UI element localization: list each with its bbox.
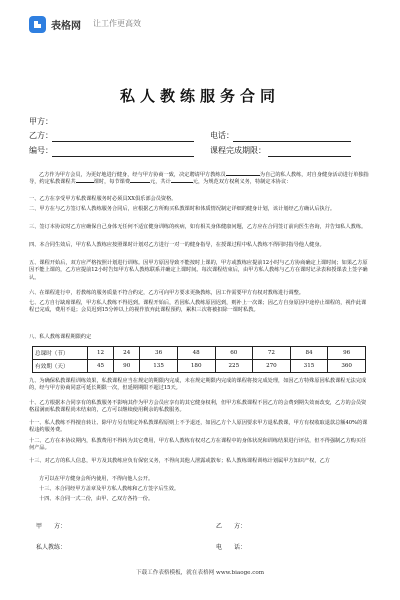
table-row [33,360,366,373]
number-field[interactable] [52,156,194,157]
table-cell: 225 [215,360,253,373]
clause-9: 九、为确保私教课程训练效果，私教课程应当在规定的期限内完成，未在规定期限内完成的课程将按完成处理，如因乙方特殊原因私教课程无法完成的，经与甲方协商同意可延长期限一次，但延期期限不超过15天。 [29,378,367,392]
party-a-label: 甲方： [29,117,53,126]
fee-table [32,346,366,373]
lesson-count-blank[interactable] [76,182,94,183]
clause-2: 二、甲方在与乙方签订私人教练服务合同后，应根据乙方所购买私教课时和体质情况制定详细的健身计划，该计划经乙方确认后执行。 [29,206,336,212]
coach-name-blank[interactable] [226,175,260,176]
clause-12: 十二、乙方在本协议期内，私教费用不得转为其它费用，甲方私人教练有权对乙方在课程中的身体状况和训练结果进行评估，但不得强制乙方购买任何产品。 [29,438,367,452]
table-cell: 84 [290,347,328,360]
page-title: 私人教练服务合同 [119,87,280,105]
table-row-label: 有效期（天） [33,360,88,373]
lesson-fee-blank[interactable] [130,182,150,183]
party-b-label: 乙方： [29,131,53,140]
table-cell: 135 [140,360,178,373]
table-cell: 90 [114,360,140,373]
intro-paragraph: 乙方作为甲方会员，为更好地进行健身，经与甲方协商一致，决定聘请甲方教练员 为自己的私人教练，对自身健身活动进行单独指导，约定私教课程共 课时，每节课费 元，共计 元，为规范双方权利义务，特制定本协议： [29,172,369,186]
table-cell: 180 [177,360,215,373]
clause-13: 十三、对乙方的私人信息，甲方及其教练应负有保密义务，不得向其他人泄露或散布；私人教练课程训练计划属甲方知识产权，乙方 [29,458,330,464]
table-cell: 12 [88,347,114,360]
table-cell: 72 [253,347,291,360]
table-row-label: 总课时（节） [33,347,88,360]
clause-5: 五、课程开始后，双方应严格按照计划进行训练。因甲方原因导致不能按时上课的，甲方或教练应提前12小时与乙方协商确定上课时间；如果乙方原因不能上课的，乙方应提前12小时告知甲方私人教练联系并确定上课时间。每次课程结束后，由甲方私人教练与乙方在课时记录表和授课表上签字确认。 [29,260,368,281]
clause-14: 十三、本合同经甲方盖章及甲方私人教练和乙方签字后生效。 [39,486,180,492]
clause-3: 三、签订本协议时乙方应确保自己身体无任何不适宜健身训练的疾病，如有相关身体健康问题，乙方应在合同签订前向医生咨询，并告知私人教练。 [29,224,367,230]
clause-6: 六、在课程进行中，若教练的服务质量不符合约定，乙方可向甲方要求更换教练，因工作需要甲方有权对教练进行调整。 [29,290,304,296]
party-b-field[interactable] [52,141,194,142]
brand-slogan: 让工作更高效 [93,19,141,28]
sign-party-a: 甲 方： [36,523,67,530]
table-cell: 24 [114,347,140,360]
table-cell: 315 [290,360,328,373]
table-cell: 96 [328,347,366,360]
sign-party-b: 乙 方： [216,523,247,530]
table-cell: 270 [253,360,291,373]
clause-1: 一、乙方在享受甲方私教课程服务时必须具XX俱乐部会员资格。 [29,196,177,202]
clause-11: 十一、私人教练不得擅自转让、除甲方另有规定外私教课程原则上不予退还，如因乙方个人原因要求甲方退私教课，甲方有权收取退款总额40%的课程违约服务费。 [29,420,368,434]
deadline-label: 课程完成期限： [210,146,266,155]
clause-7: 七、乙方自行缺席课程，甲方私人教练不得迟到。课程开始后，若因私人教练原因迟到，则补上一次课；因乙方自身原因中途停止课程的，视作此课程已完成，费用不退；会员迟到15分钟以上的视作放弃此课程预约，累积三次将被扣除一课时私教。 [29,300,367,314]
page-footer: 下载工作表格模板，就在表格网 www.biaoge.com [135,570,265,576]
sign-coach: 私人教练： [36,544,67,551]
phone-label: 电话： [210,131,234,140]
total-fee-blank[interactable] [171,182,193,183]
clause-10: 十、乙方根据本合同享有的私教服务不影响其作为甲方会员应享有的其它健身权利，但甲方私教课程不因乙方的会费到期失效而改变，乙方的会员资格届满而私教课程尚未结束的，乙方可以继续使用剩余的私教服务。 [29,400,367,414]
clause-4: 四、本合同生效后，甲方私人教练应按照课时计划对乙方进行一对一的健身指导，在授课过程中私人教练不得同时指导他人健身。 [29,242,325,248]
table-cell: 360 [328,360,366,373]
clause-13-cont: 方可以在甲方健身会所内使用，不得向他人公开。 [39,476,154,482]
table-cell: 45 [88,360,114,373]
table-cell: 36 [140,347,178,360]
deadline-field[interactable] [268,156,351,157]
table-cell: 48 [177,347,215,360]
clause-8: 八、私人教练课程期限约定 [29,334,92,340]
phone-field[interactable] [233,141,351,142]
header [0,0,400,40]
table-row [33,347,366,360]
number-label: 编号： [29,146,53,155]
clause-15: 十四、本合同一式二份，由甲、乙双方各持一份。 [39,496,154,502]
table-cell: 60 [215,347,253,360]
brand-name: 表格网 [51,21,81,32]
logo-icon [29,16,46,33]
sign-phone: 电 话： [216,544,247,551]
